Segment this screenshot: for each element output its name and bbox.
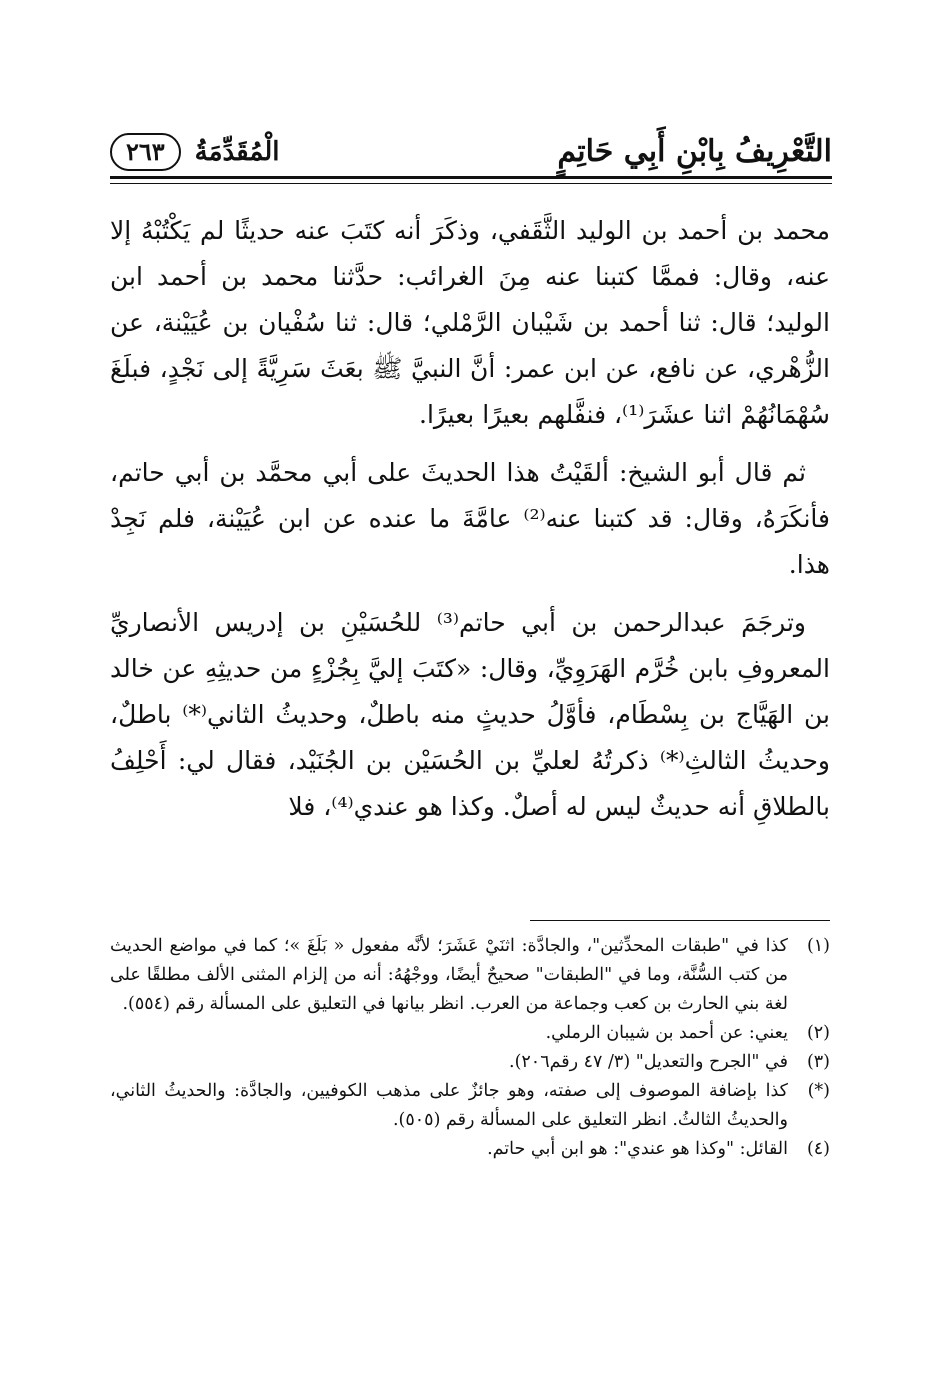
footnote-mark: (١) xyxy=(806,936,830,956)
page-number: ٢٦٣ xyxy=(110,133,181,171)
header-divider-thick xyxy=(110,176,832,179)
footnote-separator xyxy=(530,920,830,921)
footnote-mark: (٣) xyxy=(806,1052,830,1072)
header-section-group xyxy=(110,132,280,172)
footnote-item xyxy=(110,1019,830,1048)
footnote-text: كذا بإضافة الموصوف إلى صفته، وهو جائزٌ على مذهب الكوفيين، والجادَّة: والحديثُ الثاني، والحديثُ الثالثُ. انظر التعليق على المسألة رقم (٥٠٥). xyxy=(110,1081,788,1130)
paragraph-2: ثم قال أبو الشيخ: ألقَيْتُ هذا الحديثَ على أبي محمَّد بن أبي حاتم، فأنكَرَهُ، وقال: قد كتبنا عنه⁽²⁾ عامَّةَ ما عنده عن ابن عُيَيْنة، فلم نَجِدْ هذا. xyxy=(110,458,830,579)
section-title: الْمُقَدِّمَةُ xyxy=(194,137,280,167)
footnote-text: القائل: "وكذا هو عندي": هو ابن أبي حاتم. xyxy=(487,1139,788,1159)
main-text xyxy=(110,208,830,842)
footnote-mark: (٤) xyxy=(806,1139,830,1159)
paragraph-1: محمد بن أحمد بن الوليد الثَّقَفي، وذكَرَ أنه كتَبَ عنه حديثًا لم يَكْتُبْهُ إلا عنه، وقال: فممَّا كتبنا عنه مِنَ الغرائب: حدَّثنا محمد بن أحمد ابن الوليد؛ قال: ثنا أحمد بن شَيْبان الرَّمْلي؛ قال: ثنا سُفْيان بن عُيَيْنة، عن الزُّهْري، عن نافع، عن ابن عمر: أنَّ النبيَّ ﷺ بعَثَ سَرِيَّةً إلى نَجْدٍ، فبلَغَ سُهْمَانُهُمْ اثنا عشَرَ⁽¹⁾، فنفَّلهم بعيرًا بعيرًا. xyxy=(110,216,830,429)
footnote-item xyxy=(110,932,830,1019)
footnote-text: كذا في "طبقات المحدِّثين"، والجادَّة: اثنَيْ عَشَرَ؛ لأنَّه مفعول « بَلَغَ »؛ كما في مواضع الحديث من كتب السُّنَّة، وما في "الطبقات" صحيحٌ أيضًا، ووجْهُهُ: أنه من إلزام المثنى الألف مطلقًا على لغة بني الحارث بن كعب وجماعة من العرب. انظر بيانها في التعليق على المسألة رقم (٥٥٤). xyxy=(110,936,788,1014)
running-title: التَّعْرِيفُ بِابْنِ أَبِي حَاتِمٍ xyxy=(557,134,832,169)
footnotes xyxy=(110,932,830,1164)
footnote-mark: (٢) xyxy=(806,1023,830,1043)
footnote-text: في "الجرح والتعديل" (٣/ ٤٧ رقم٢٠٦). xyxy=(509,1052,788,1072)
footnote-item xyxy=(110,1077,830,1135)
footnote-mark: (*) xyxy=(807,1081,830,1101)
paragraph-3: وترجَمَ عبدالرحمن بن أبي حاتم⁽³⁾ للحُسَيْنِ بن إدريس الأنصاريِّ المعروفِ بابن خُرَّم الهَرَوِيِّ، وقال: «كتَبَ إليَّ بِجُزْءٍ من حديثِهِ عن خالد بن الهَيَّاج بن بِسْطَام، فأوَّلُ حديثٍ منه باطلٌ، وحديثُ الثاني⁽*⁾ باطلٌ، وحديثُ الثالثِ⁽*⁾ ذكرتُهُ لعليِّ بن الحُسَيْن بن الجُنَيْد، فقال لي: أَحْلِفُ بالطلاقِ أنه حديثٌ ليس له أصلٌ. وكذا هو عندي⁽⁴⁾، فلا xyxy=(110,608,830,821)
header-divider-thin xyxy=(110,183,832,184)
footnote-text: يعني: عن أحمد بن شيبان الرملي. xyxy=(545,1023,788,1043)
footnote-item xyxy=(110,1048,830,1077)
footnote-item xyxy=(110,1135,830,1164)
